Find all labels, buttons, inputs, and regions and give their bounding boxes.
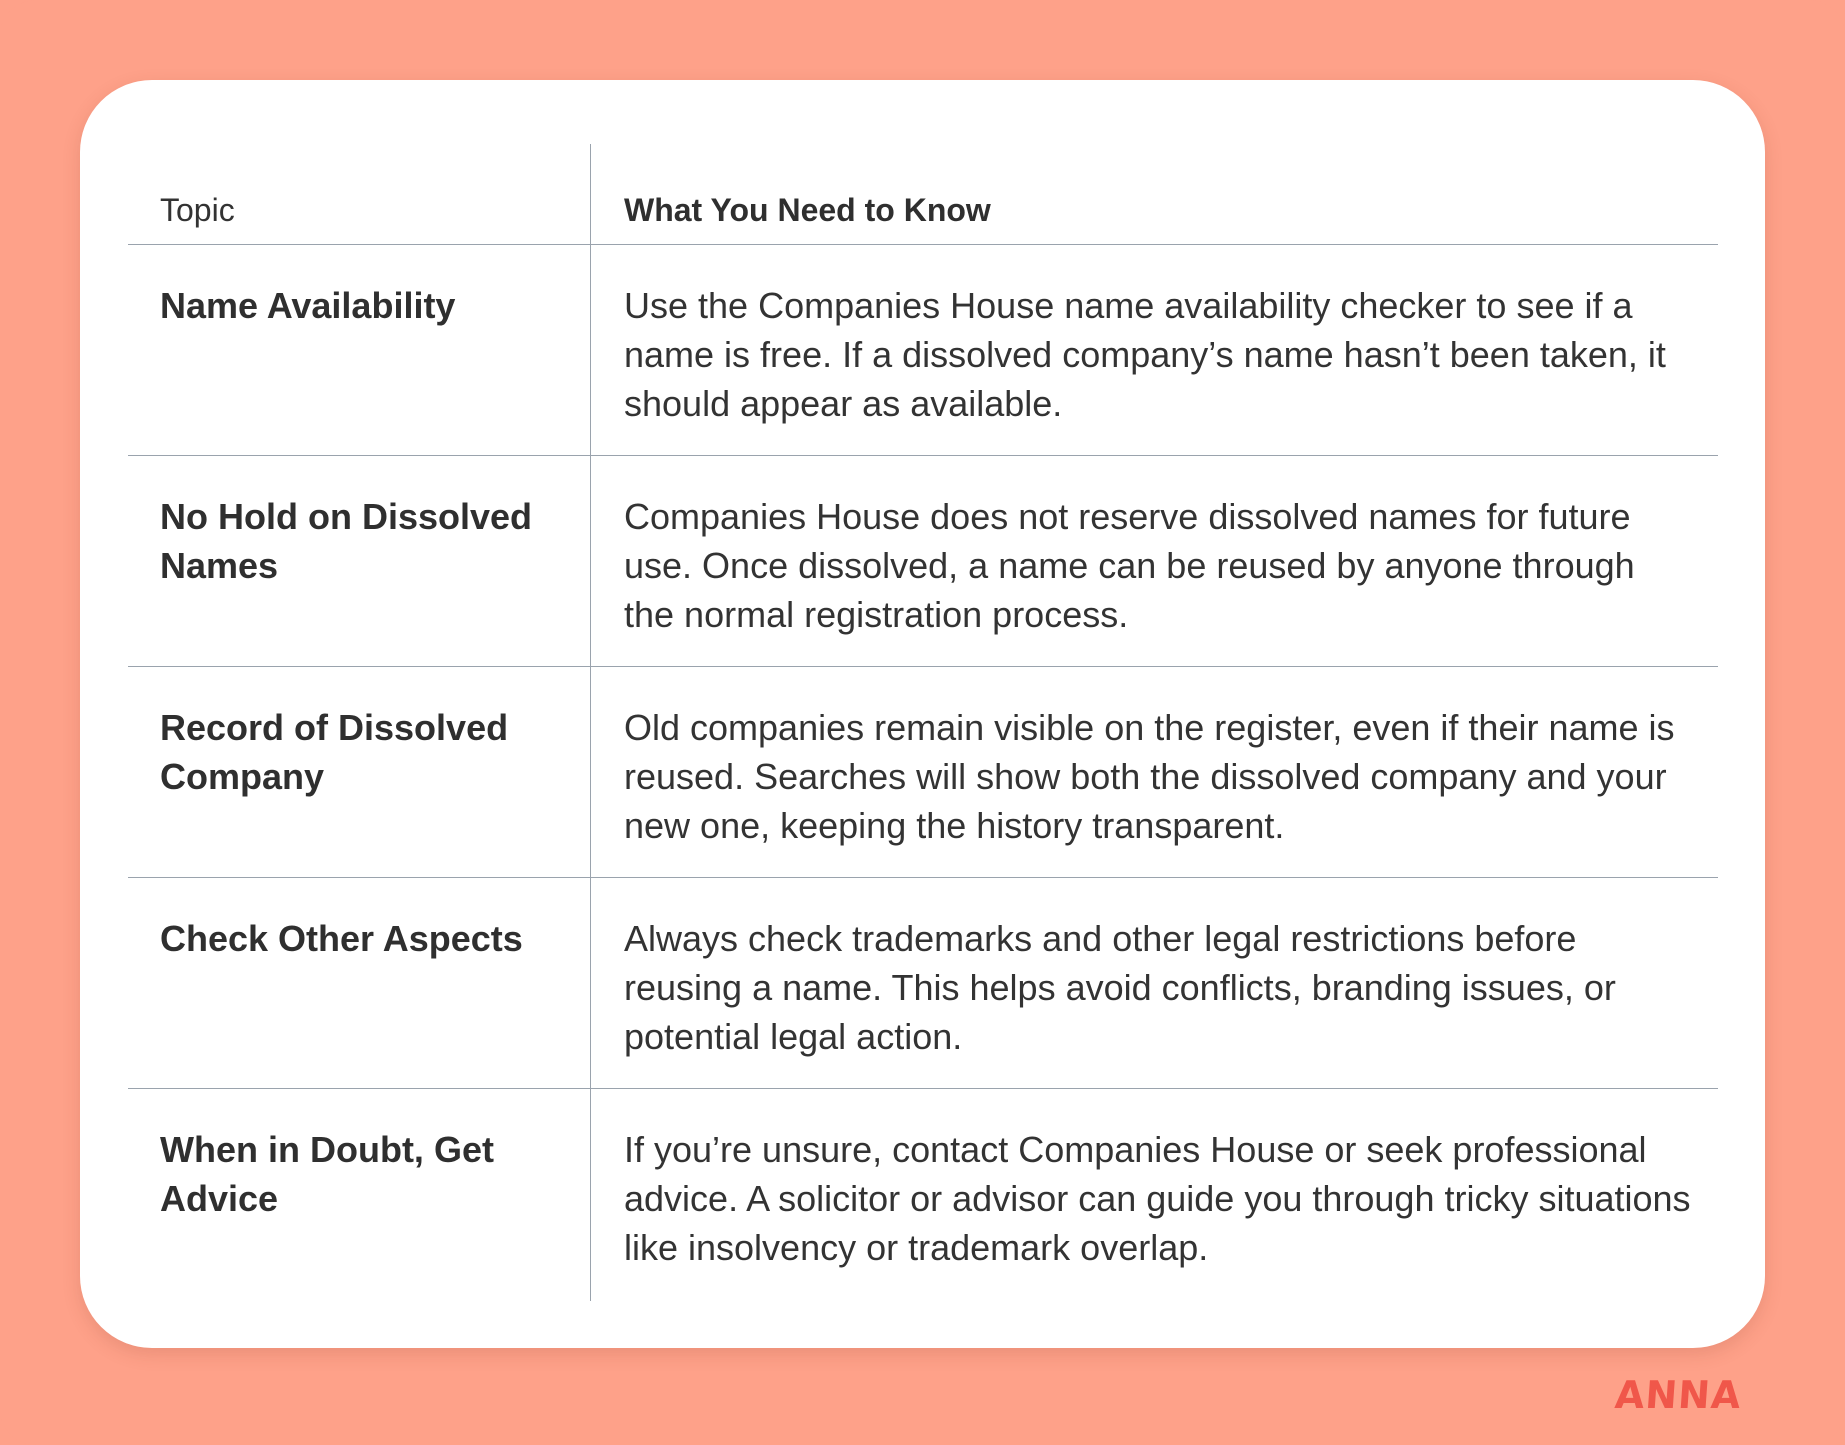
table-row <box>128 1089 1718 1300</box>
table-body <box>128 245 1718 1300</box>
row-description: If you’re unsure, contact Companies House or seek professional advice. A solicitor or advisor can guide you through tricky situations like insolvency or trademark overlap. <box>624 1129 1691 1268</box>
table-header-row <box>128 144 1718 245</box>
table-row <box>128 245 1718 456</box>
table-row <box>128 456 1718 667</box>
row-topic: No Hold on Dissolved Names <box>160 496 533 586</box>
header-what-you-need-to-know: What You Need to Know <box>624 192 991 228</box>
row-description: Always check trademarks and other legal restrictions before reusing a name. This helps avoid conflicts, branding issues, or potential legal action. <box>624 918 1616 1057</box>
content-card <box>80 80 1765 1348</box>
row-topic: Name Availability <box>160 285 456 326</box>
table-row <box>128 667 1718 878</box>
row-topic: When in Doubt, Get Advice <box>160 1129 494 1219</box>
anna-logo: ANNA <box>1613 1373 1743 1417</box>
row-topic: Record of Dissolved Company <box>160 707 509 797</box>
row-description: Old companies remain visible on the register, even if their name is reused. Searches will show both the dissolved company and your new one, keeping the history transparent. <box>624 707 1675 846</box>
table-row <box>128 878 1718 1089</box>
info-table <box>128 144 1718 1301</box>
row-description: Use the Companies House name availability checker to see if a name is free. If a dissolved company’s name hasn’t been taken, it should appear as available. <box>624 285 1666 424</box>
row-topic: Check Other Aspects <box>160 918 523 959</box>
row-description: Companies House does not reserve dissolved names for future use. Once dissolved, a name can be reused by anyone through the normal registration process. <box>624 496 1635 635</box>
header-topic: Topic <box>160 192 235 228</box>
